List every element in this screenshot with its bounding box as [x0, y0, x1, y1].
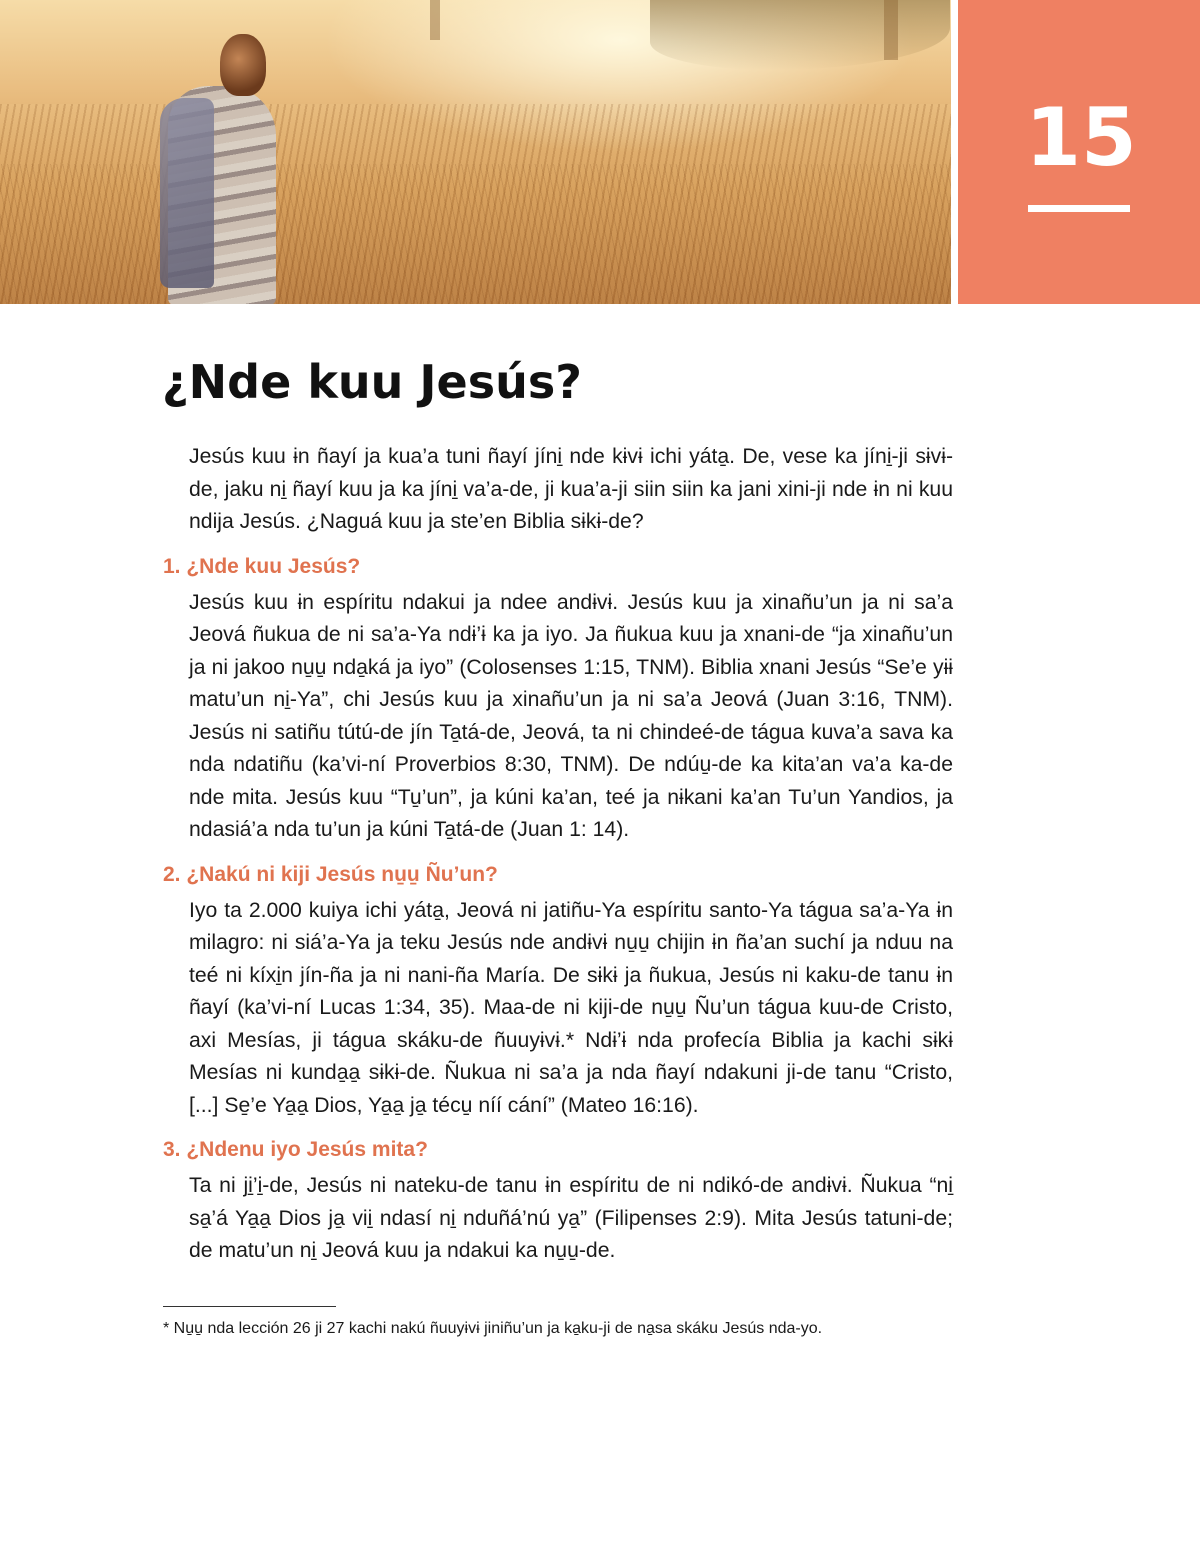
footnote: * Nu̱u̱ nda lección 26 ji 27 kachi nakú ñuuyɨvɨ jiniñu’un ja ka̱ku-ji de na̱sa skáku Jesús nda-yo.: [163, 1320, 823, 1337]
lesson-number-badge: [958, 0, 1200, 304]
answer-paragraph-3: Ta ni ji̱’i̱-de, Jesús ni nateku-de tanu ɨn espíritu de ni ndikó-de andɨvɨ. Ñukua “ni̱ sa̱’á Ya̱a̱ Dios ja̱ vii̱ ndasí ni̱ nduñá’nú ya̱” (Filipenses 2:9). Mita Jesús tatuni-de; de matu’un ni̱ Jeová kuu ja ndakui ka nu̱u̱-de.: [189, 1174, 953, 1262]
sash: [160, 98, 214, 288]
question-heading-2: 2. ¿Nakú ni kiji Jesús nu̱u̱ Ñu’un?: [163, 862, 498, 886]
header-photo: [0, 0, 951, 304]
footnote-divider: [163, 1306, 336, 1307]
answer-paragraph-2: Iyo ta 2.000 kuiya ichi yáta̱, Jeová ni jatiñu-Ya espíritu santo-Ya tágua sa’a-Ya ɨn milagro: ni siá’a-Ya ja teku Jesús nde andɨvɨ nu̱u̱ chijin ɨn ña’an suchí ja nduu na teé ni kíxi̱n jín-ña ja ni nani-ña María. De sɨkɨ ja ñukua, Jesús ni kaku-de tanu ɨn ñayí (ka’vi-ní Lucas 1:34, 35). Maa-de ni kiji-de nu̱u̱ Ñu’un tágua kuu-de Cristo, axi Mesías, ji tágua skáku-de ñuuyɨvɨ.* Ndɨ’ɨ nda profecía Biblia ja kachi sɨkɨ Mesías ni kunda̱a̱ sɨkɨ-de. Ñukua ni sa’a ja nda ñayí ndakuni ji-de tanu “Cristo, [...] Se̱’e Ya̱a̱ Dios, Ya̱a̱ ja̱ técu̱ níí cání” (Mateo 16:16).: [189, 898, 953, 1117]
lesson-number: 15: [1025, 91, 1137, 184]
jesus-figure: [150, 28, 290, 304]
page-title: ¿Nde kuu Jesús?: [162, 355, 582, 409]
lesson-body: [163, 441, 953, 1268]
head: [220, 34, 266, 96]
intro-paragraph: Jesús kuu ɨn ñayí ja kua’a tuni ñayí jíni̱ nde kɨvɨ ichi yáta̱. De, vese ka jíni̱-ji sɨvɨ-de, jaku ni̱ ñayí kuu ja ka jíni̱ va’a-de, ji kua’a-ji siin siin ka jani xini-ji nde ɨn ni kuu ndija Jesús. ¿Naguá kuu ja ste’en Biblia sɨkɨ-de?: [189, 445, 953, 533]
question-heading-3: 3. ¿Ndenu iyo Jesús mita?: [163, 1138, 428, 1161]
badge-underline: [1028, 205, 1130, 212]
background-trees: [650, 0, 950, 70]
answer-paragraph-1: Jesús kuu ɨn espíritu ndakui ja ndee andɨvɨ. Jesús kuu ja xinañu’un ja ni sa’a Jeová ñukua de ni sa’a-Ya ndɨ’ɨ ka ja iyo. Ja ñukua kuu ja xnani-de “ja xinañu’un ja ni jakoo nu̱u̱ nda̱ká ja iyo” (Colosenses 1:15, TNM). Biblia xnani Jesús “Se’e yɨɨ matu’un ni̱-Ya”, chi Jesús kuu ja xinañu’un ja ni sa’a Jeová (Juan 3:16, TNM). Jesús ni satiñu tútú-de jín Ta̱tá-de, Jeová, ta ni chindeé-de tágua kuva’a sava ka nda ndatiñu (ka’vi-ní Proverbios 8:30, TNM). De ndúu̱-de ka kita’an va’a ka-de nde mita. Jesús kuu “Tu̱’un”, ja kúni ka’an, teé ja nɨkani ka’an Tu’un Yandios, ja ndasiá’a nda tu’un ja kúni Ta̱tá-de (Juan 1: 14).: [189, 590, 953, 841]
question-heading-1: 1. ¿Nde kuu Jesús?: [163, 554, 361, 578]
tree-trunk: [884, 0, 898, 60]
grass-field-detail: [0, 164, 951, 304]
tree-trunk: [430, 0, 440, 40]
